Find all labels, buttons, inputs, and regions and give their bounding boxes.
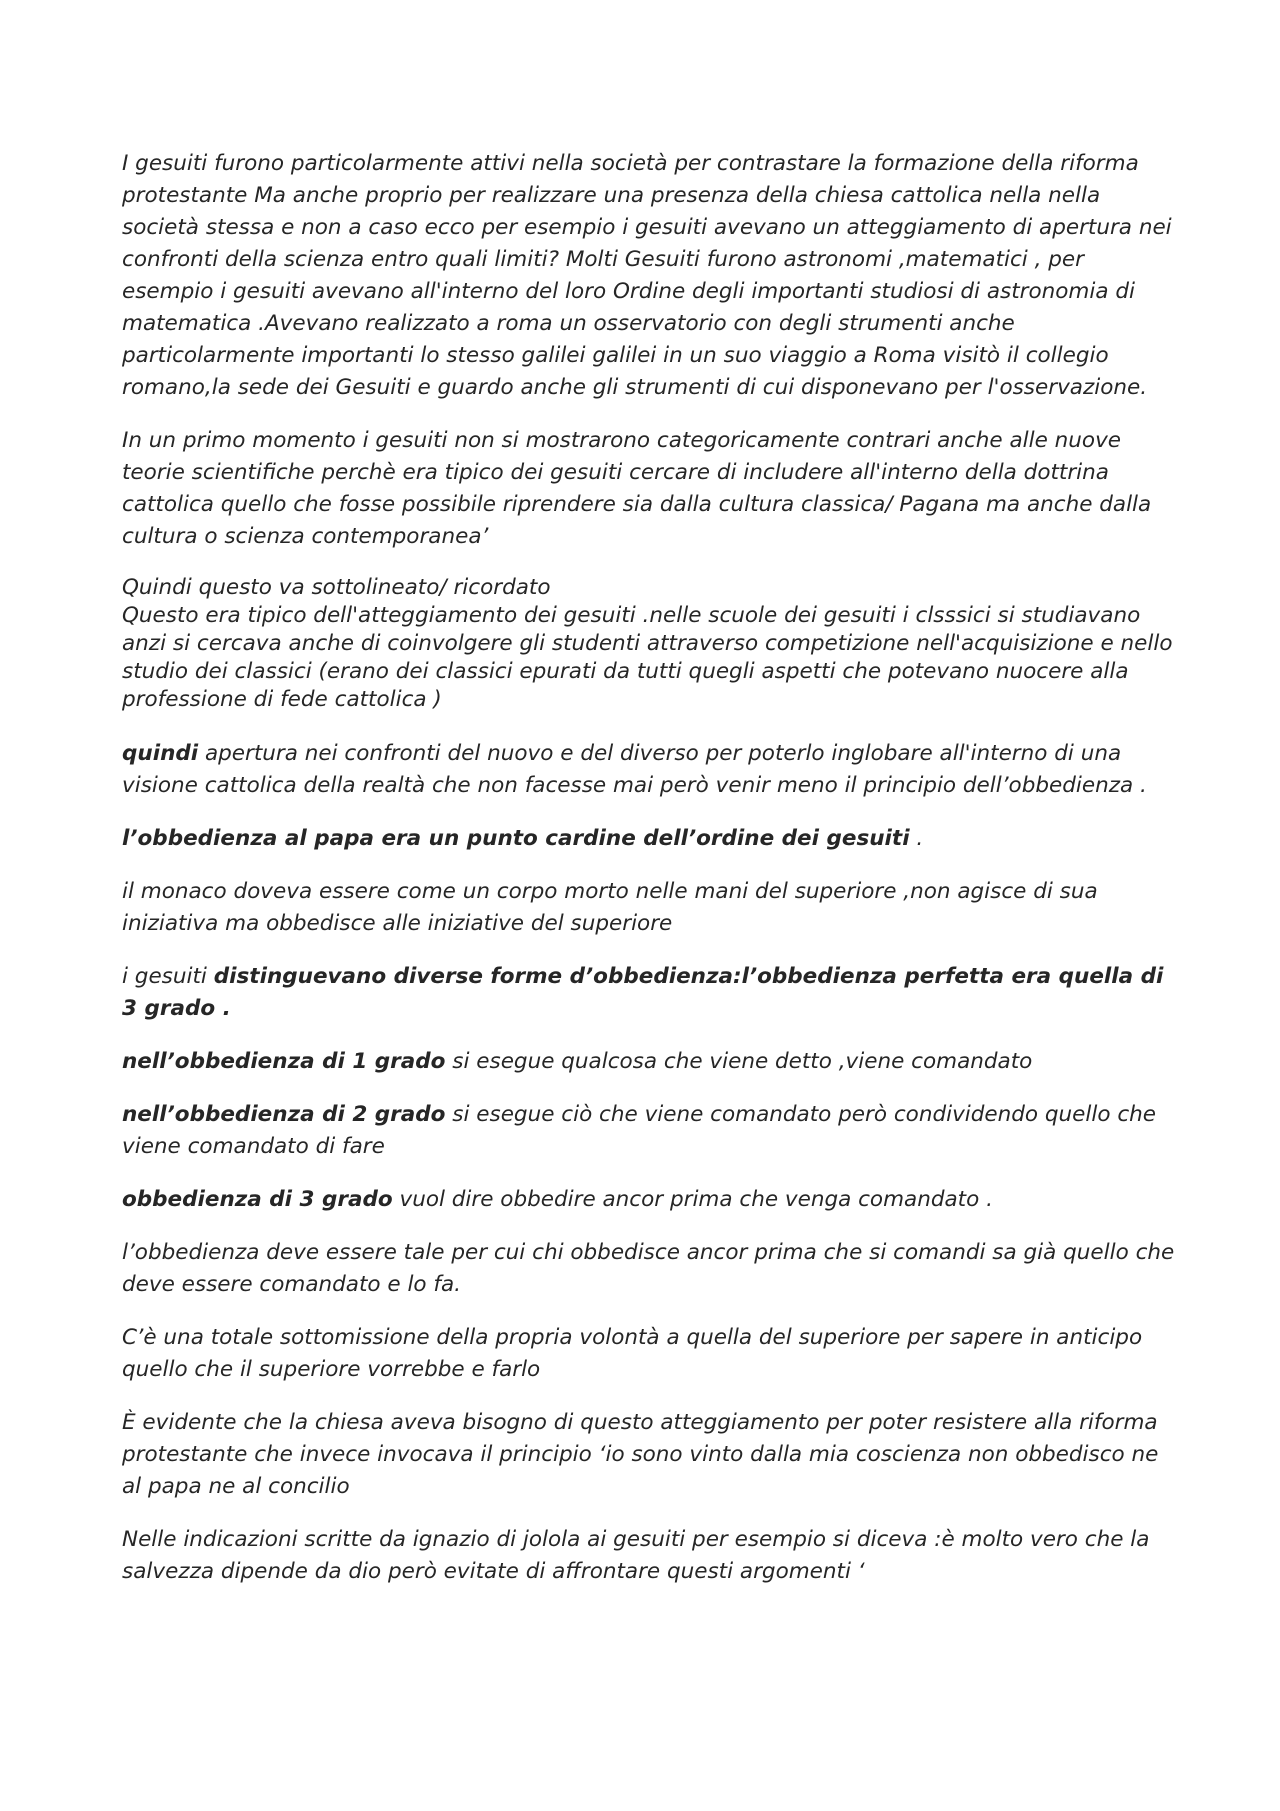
text-terzo-grado: vuol dire obbedire ancor prima che venga comandato . bbox=[392, 1187, 993, 1212]
paragraph-secondo-grado bbox=[122, 1099, 1182, 1163]
text-primo-grado: si esegue qualcosa che viene detto ,viene comandato bbox=[445, 1049, 1033, 1074]
bold-quindi: quindi bbox=[122, 741, 199, 766]
bold-secondo-grado: nell’obbedienza di 2 grado bbox=[122, 1102, 446, 1127]
bold-obbedienza-papa: l’obbedienza al papa era un punto cardine dell’ordine dei gesuiti bbox=[122, 826, 910, 851]
paragraph-ignazio: Nelle indicazioni scritte da ignazio di jolola ai gesuiti per esempio si diceva :è molto vero che la salvezza dipende da dio però evitate di affrontare questi argomenti ‘ bbox=[122, 1527, 1150, 1584]
paragraph-primo-grado bbox=[122, 1046, 1182, 1078]
paragraph-corpo-morto: il monaco doveva essere come un corpo morto nelle mani del superiore ,non agisce di sua iniziativa ma obbedisce alle iniziative del superiore bbox=[122, 879, 1098, 936]
document-page bbox=[122, 148, 1182, 1609]
text-secondo-grado: si esegue ciò che viene comandato però condividendo quello che viene comandato di fare bbox=[122, 1102, 1157, 1159]
paragraph-obbedienza-papa bbox=[122, 823, 1182, 855]
paragraph-obbedienza-tale: l’obbedienza deve essere tale per cui chi obbedisce ancor prima che si comandi sa già quello che deve essere comandato e lo fa. bbox=[122, 1240, 1175, 1297]
paragraph-terzo-grado bbox=[122, 1184, 1182, 1216]
text-obbedienza-papa-end: . bbox=[909, 826, 924, 851]
paragraph-forme-obbedienza bbox=[122, 961, 1182, 1025]
bold-forme-obbedienza: distinguevano diverse forme d’obbedienza:l’obbedienza perfetta era quella di 3 grado . bbox=[122, 964, 1164, 1021]
paragraph-sottomissione: C’è una totale sottomissione della propria volontà a quella del superiore per sapere in anticipo quello che il superiore vorrebbe e farlo bbox=[122, 1325, 1143, 1382]
paragraph-atteggiamento-classici: Questo era tipico dell'atteggiamento dei gesuiti .nelle scuole dei gesuiti i clsssici si studiavano anzi si cercava anche di coinvolgere gli studenti attraverso competizione nell'acquisizione e nello studio dei classici (erano dei classici epurati da tutti quegli aspetti che potevano nuocere alla professione di fede cattolica ) bbox=[122, 603, 1173, 712]
bold-primo-grado: nell’obbedienza di 1 grado bbox=[122, 1049, 446, 1074]
paragraph-gesuiti-attivi: I gesuiti furono particolarmente attivi nella società per contrastare la formazione della riforma protestante Ma anche proprio per realizzare una presenza della chiesa cattolica nella nella società stessa e non a caso ecco per esempio i gesuiti avevano un atteggiamento di apertura nei confronti della scienza entro quali limiti? Molti Gesuiti furono astronomi ,matematici , per esempio i gesuiti avevano all'interno del loro Ordine degli importanti studiosi di astronomia di matematica .Avevano realizzato a roma un osservatorio con degli strumenti anche particolarmente importanti lo stesso galilei galilei in un suo viaggio a Roma visitò il collegio romano,la sede dei Gesuiti e guardo anche gli strumenti di cui disponevano per l'osservazione. bbox=[122, 151, 1172, 400]
paragraph-chiesa-bisogno: È evidente che la chiesa aveva bisogno di questo atteggiamento per poter resistere alla riforma protestante che invece invocava il principio ‘io sono vinto dalla mia coscienza non obbedisco ne al papa ne al concilio bbox=[122, 1410, 1159, 1499]
text-i-gesuiti: i gesuiti bbox=[122, 964, 214, 989]
paragraph-sottolineato: Quindi questo va sottolineato/ ricordato bbox=[122, 575, 551, 600]
paragraph-primo-momento: In un primo momento i gesuiti non si mostrarono categoricamente contrari anche alle nuove teorie scientifiche perchè era tipico dei gesuiti cercare di includere all'interno della dottrina cattolica quello che fosse possibile riprendere sia dalla cultura classica/ Pagana ma anche dalla cultura o scienza contemporanea’ bbox=[122, 428, 1152, 549]
bold-terzo-grado: obbedienza di 3 grado bbox=[122, 1187, 393, 1212]
paragraph-apertura bbox=[122, 738, 1182, 802]
text-apertura: apertura nei confronti del nuovo e del diverso per poterlo inglobare all'interno di una visione cattolica della realtà che non facesse mai però venir meno il principio dell’obbedienza . bbox=[122, 741, 1147, 798]
